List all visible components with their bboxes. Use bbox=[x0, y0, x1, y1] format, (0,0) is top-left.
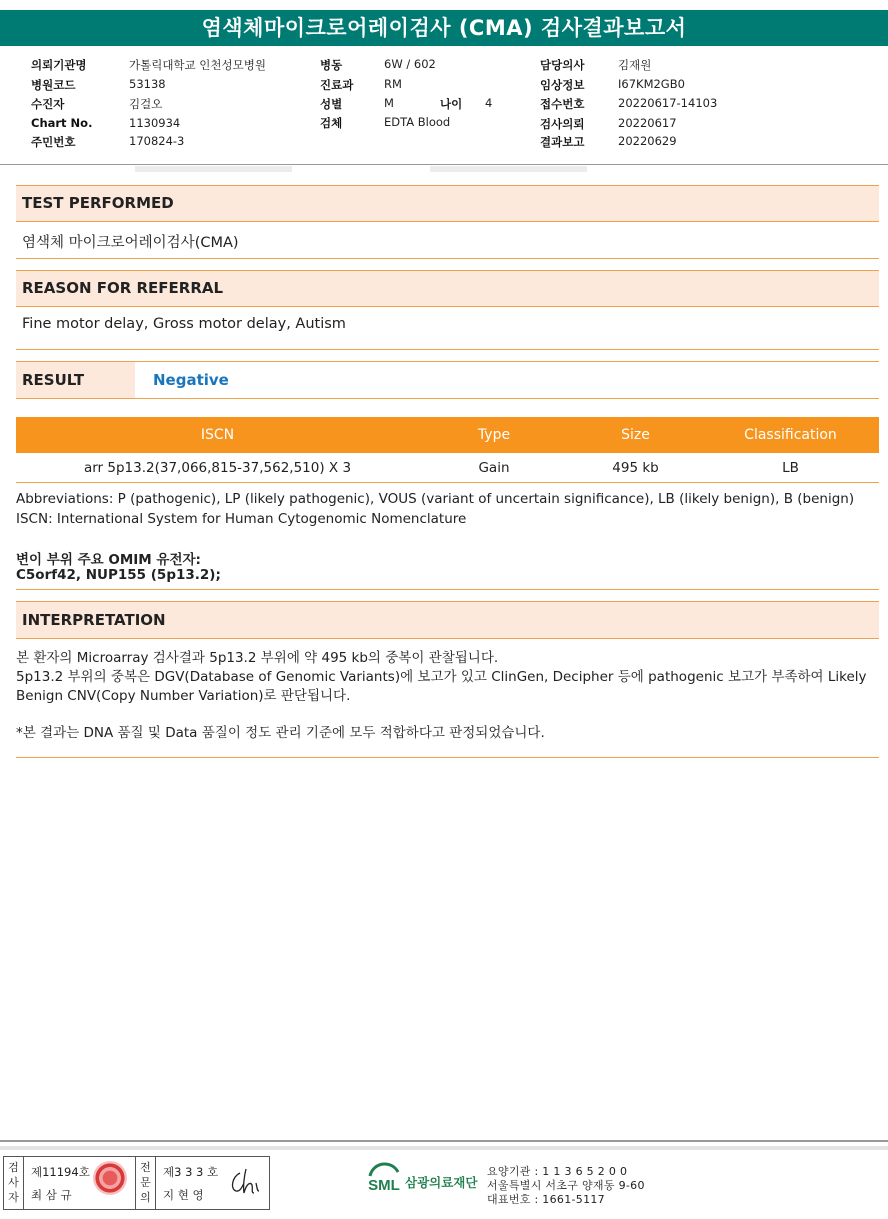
specialist-signature bbox=[226, 1167, 266, 1199]
header-label: 결과보고 bbox=[540, 135, 585, 149]
official-seal-icon bbox=[93, 1161, 127, 1195]
result-label bbox=[16, 362, 135, 398]
header-shadow bbox=[430, 166, 587, 172]
organization-name: 삼광의료재단 bbox=[405, 1175, 478, 1190]
header-value: 20220617 bbox=[618, 116, 677, 130]
header-value: 6W / 602 bbox=[384, 57, 436, 71]
table-bottom-rule bbox=[16, 482, 879, 483]
header-value: 20220617-14103 bbox=[618, 96, 718, 110]
header-value: M bbox=[384, 96, 394, 110]
header-label: 주민번호 bbox=[31, 135, 76, 149]
result-row bbox=[16, 362, 879, 398]
result-value: Negative bbox=[153, 371, 229, 389]
section-rule bbox=[16, 589, 879, 590]
iscn-table-header bbox=[16, 417, 879, 453]
header-label: 성별 bbox=[320, 97, 343, 111]
label-char: 사 bbox=[8, 1176, 19, 1189]
label-char: 검 bbox=[8, 1161, 19, 1174]
reason-heading bbox=[16, 271, 879, 306]
header-value: 20220629 bbox=[618, 134, 677, 148]
specialist-name: 지 현 영 bbox=[163, 1188, 204, 1202]
signature-box bbox=[3, 1156, 270, 1210]
section-rule bbox=[16, 757, 879, 758]
cell-type: Gain bbox=[478, 460, 510, 476]
report-title: 염색체마이크로어레이검사 (CMA) 검사결과보고서 bbox=[0, 10, 888, 46]
header-label: 접수번호 bbox=[540, 97, 585, 111]
result-label-text: RESULT bbox=[22, 371, 85, 389]
header-label: 검사의뢰 bbox=[540, 117, 585, 131]
section-heading-text: REASON FOR REFERRAL bbox=[22, 279, 224, 297]
address-line: 요양기관 : 1 1 3 6 5 2 0 0 bbox=[487, 1165, 628, 1178]
header-shadow bbox=[135, 166, 292, 172]
section-rule bbox=[16, 306, 879, 307]
section-rule bbox=[16, 258, 879, 259]
label-char: 문 bbox=[140, 1176, 151, 1189]
header-value: 김재원 bbox=[618, 58, 652, 72]
label-char: 전 bbox=[140, 1161, 151, 1174]
section-rule bbox=[16, 221, 879, 222]
label-char: 의 bbox=[140, 1191, 151, 1204]
header-value: 170824-3 bbox=[129, 134, 185, 148]
address-line: 서울특별시 서초구 양재동 9-60 bbox=[487, 1179, 645, 1192]
quality-note: *본 결과는 DNA 품질 및 Data 품질이 정도 관리 기준에 모두 적합하다고 판정되었습니다. bbox=[16, 725, 545, 741]
section-heading-text: TEST PERFORMED bbox=[22, 194, 174, 212]
omim-genes: C5orf42, NUP155 (5p13.2); bbox=[16, 567, 221, 583]
cell-iscn: arr 5p13.2(37,066,815-37,562,510) X 3 bbox=[83, 460, 352, 476]
test-performed-heading bbox=[16, 186, 879, 221]
header-value: 1130934 bbox=[129, 116, 181, 130]
column-header-iscn: ISCN bbox=[200, 427, 235, 443]
header-value: 가톨릭대학교 인천성모병원 bbox=[129, 58, 266, 72]
specialist-license: 제3 3 3 호 bbox=[163, 1165, 219, 1179]
header-label: 병원코드 bbox=[31, 78, 76, 92]
header-value: I67KM2GB0 bbox=[618, 77, 685, 91]
header-value: EDTA Blood bbox=[384, 115, 451, 129]
section-rule bbox=[16, 349, 879, 350]
header-divider bbox=[0, 164, 888, 165]
header-label: 담당의사 bbox=[540, 58, 585, 72]
header-value: 4 bbox=[485, 96, 493, 110]
column-header-type: Type bbox=[477, 427, 511, 443]
header-label: Chart No. bbox=[31, 116, 93, 130]
column-header-classification: Classification bbox=[744, 427, 837, 443]
footer-shadow bbox=[0, 1146, 888, 1150]
table-row bbox=[16, 454, 879, 482]
logo-text: SML bbox=[368, 1177, 400, 1194]
column-header-size: Size bbox=[621, 427, 650, 443]
iscn-definition-text: ISCN: International System for Human Cytogenomic Nomenclature bbox=[16, 511, 467, 527]
footer-divider bbox=[0, 1140, 888, 1142]
label-char: 자 bbox=[8, 1191, 19, 1204]
section-heading-text: INTERPRETATION bbox=[22, 611, 166, 629]
header-label: 진료과 bbox=[320, 78, 354, 92]
specialist-label bbox=[136, 1157, 156, 1209]
interpretation-line: 5p13.2 부위의 중복은 DGV(Database of Genomic Variants)에 보고가 있고 ClinGen, Decipher 등에 pathogenic 보고가 부족하여 Likely Benign CNV(Copy Number Variation)로 판단됩니다. bbox=[16, 669, 867, 704]
header-value: 53138 bbox=[129, 77, 166, 91]
inspector-license: 제11194호 bbox=[31, 1165, 90, 1179]
header-label: 임상정보 bbox=[540, 78, 585, 92]
header-label: 수진자 bbox=[31, 97, 65, 111]
test-performed-text: 염색체 마이크로어레이검사(CMA) bbox=[22, 235, 239, 251]
section-rule bbox=[16, 638, 879, 639]
cell-classification: LB bbox=[782, 460, 799, 476]
abbreviations-text: Abbreviations: P (pathogenic), LP (likely pathogenic), VOUS (variant of uncertain significance), LB (likely benign), B (benign) bbox=[16, 491, 855, 507]
interpretation-heading bbox=[16, 602, 879, 638]
header-label: 의뢰기관명 bbox=[31, 58, 87, 72]
header-label: 병동 bbox=[320, 58, 343, 72]
omim-title: 변이 부위 주요 OMIM 유전자: bbox=[16, 552, 201, 568]
interpretation-line: 본 환자의 Microarray 검사결과 5p13.2 부위에 약 495 kb의 중복이 관찰됩니다. bbox=[16, 650, 499, 666]
section-rule bbox=[16, 398, 879, 399]
header-value: 김걸오 bbox=[129, 97, 163, 111]
address-line: 대표번호 : 1661-5117 bbox=[487, 1193, 605, 1206]
header-label: 나이 bbox=[440, 97, 463, 111]
header-value: RM bbox=[384, 77, 402, 91]
reason-text: Fine motor delay, Gross motor delay, Autism bbox=[22, 316, 346, 332]
cell-size: 495 kb bbox=[612, 460, 659, 476]
inspector-name: 최 삼 규 bbox=[31, 1188, 72, 1202]
sml-logo-icon bbox=[364, 1160, 404, 1200]
inspector-label bbox=[4, 1157, 24, 1209]
header-label: 검체 bbox=[320, 116, 343, 130]
